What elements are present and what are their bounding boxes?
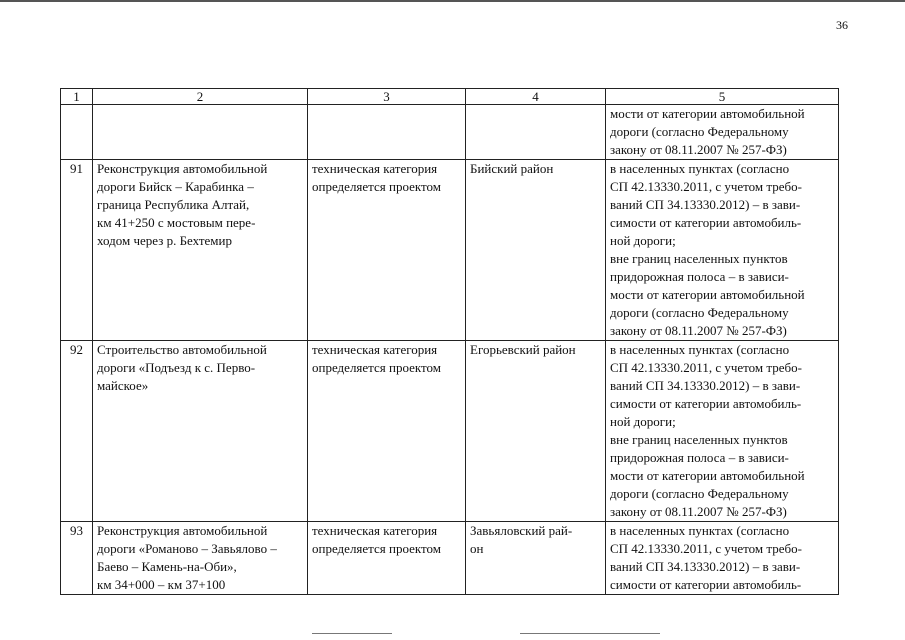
text-line: закону от 08.11.2007 № 257-ФЗ) — [610, 142, 787, 157]
text-line: техническая категория — [312, 161, 438, 176]
text-line: Строительство автомобильной — [97, 342, 267, 357]
text-line: вне границ населенных пунктов — [610, 432, 788, 447]
cell-category — [308, 341, 466, 522]
text-line: Егорьевский район — [470, 342, 576, 357]
text-line: Реконструкция автомобильной — [97, 161, 268, 176]
roads-table — [60, 88, 839, 595]
text-line: граница Республика Алтай, — [97, 197, 250, 212]
text-line: Бийский район — [470, 161, 554, 176]
scan-artifact-line — [312, 633, 392, 634]
cell-object — [93, 341, 308, 522]
text-line: в населенных пунктах (согласно — [610, 161, 790, 176]
text-line: ваний СП 34.13330.2012) – в зави- — [610, 378, 801, 393]
text-line: Завьяловский рай- — [470, 523, 573, 538]
header-cell-1: 1 — [61, 89, 93, 105]
row-number: 91 — [61, 160, 93, 341]
text-line: придорожная полоса – в зависи- — [610, 450, 789, 465]
text-line: определяется проектом — [312, 179, 442, 194]
header-cell-4: 4 — [466, 89, 606, 105]
text-line: дороги Бийск – Карабинка – — [97, 179, 254, 194]
text-line: ваний СП 34.13330.2012) – в зави- — [610, 559, 801, 574]
continuation-row — [61, 105, 839, 160]
page-number: 36 — [836, 18, 848, 32]
text-line: закону от 08.11.2007 № 257-ФЗ) — [610, 504, 787, 519]
text-line: ной дороги; — [610, 414, 676, 429]
text-line: Баево – Камень-на-Оби», — [97, 559, 237, 574]
text-line: км 34+000 – км 37+100 — [97, 577, 226, 592]
header-row — [61, 89, 839, 105]
text-line: майское» — [97, 378, 149, 393]
cell-district — [466, 105, 606, 160]
text-line: ходом через р. Бехтемир — [97, 233, 232, 248]
row-number: 92 — [61, 341, 93, 522]
cell-zone — [606, 160, 839, 341]
cell-object — [93, 105, 308, 160]
scan-top-border — [0, 0, 905, 2]
text-line: Реконструкция автомобильной — [97, 523, 268, 538]
header-cell-2: 2 — [93, 89, 308, 105]
cell-zone — [606, 522, 839, 595]
text-line: дороги «Подъезд к с. Перво- — [97, 360, 256, 375]
table-row — [61, 522, 839, 595]
row-number: 93 — [61, 522, 93, 595]
text-line: ной дороги; — [610, 233, 676, 248]
text-line: определяется проектом — [312, 360, 442, 375]
text-line: км 41+250 с мостовым пере- — [97, 215, 256, 230]
text-line: дороги (согласно Федеральному — [610, 486, 789, 501]
text-line: симости от категории автомобиль- — [610, 577, 802, 592]
text-line: дороги (согласно Федеральному — [610, 305, 789, 320]
cell-num — [61, 105, 93, 160]
text-line: техническая категория — [312, 342, 438, 357]
text-line: в населенных пунктах (согласно — [610, 523, 790, 538]
cell-category — [308, 522, 466, 595]
text-line: придорожная полоса – в зависи- — [610, 269, 789, 284]
text-line: определяется проектом — [312, 541, 442, 556]
table-row — [61, 341, 839, 522]
text-line: симости от категории автомобиль- — [610, 215, 802, 230]
text-line: в населенных пунктах (согласно — [610, 342, 790, 357]
header-cell-3: 3 — [308, 89, 466, 105]
cell-district — [466, 522, 606, 595]
text-line: дороги «Романово – Завьялово – — [97, 541, 277, 556]
text-line: техническая категория — [312, 523, 438, 538]
cell-category — [308, 105, 466, 160]
cell-object — [93, 160, 308, 341]
cell-district — [466, 341, 606, 522]
text-line: СП 42.13330.2011, с учетом требо- — [610, 541, 802, 556]
table-row — [61, 160, 839, 341]
text-line: СП 42.13330.2011, с учетом требо- — [610, 179, 802, 194]
text-line: мости от категории автомобильной — [610, 468, 805, 483]
text-line: симости от категории автомобиль- — [610, 396, 802, 411]
header-cell-5: 5 — [606, 89, 839, 105]
text-line: он — [470, 541, 484, 556]
text-line: дороги (согласно Федеральному — [610, 124, 789, 139]
cell-zone — [606, 341, 839, 522]
text-line: вне границ населенных пунктов — [610, 251, 788, 266]
scan-artifact-line — [520, 633, 660, 634]
cell-object — [93, 522, 308, 595]
cell-category — [308, 160, 466, 341]
cell-district — [466, 160, 606, 341]
text-line: мости от категории автомобильной — [610, 106, 805, 121]
text-line: закону от 08.11.2007 № 257-ФЗ) — [610, 323, 787, 338]
cell-zone — [606, 105, 839, 160]
text-line: ваний СП 34.13330.2012) – в зави- — [610, 197, 801, 212]
text-line: СП 42.13330.2011, с учетом требо- — [610, 360, 802, 375]
text-line: мости от категории автомобильной — [610, 287, 805, 302]
